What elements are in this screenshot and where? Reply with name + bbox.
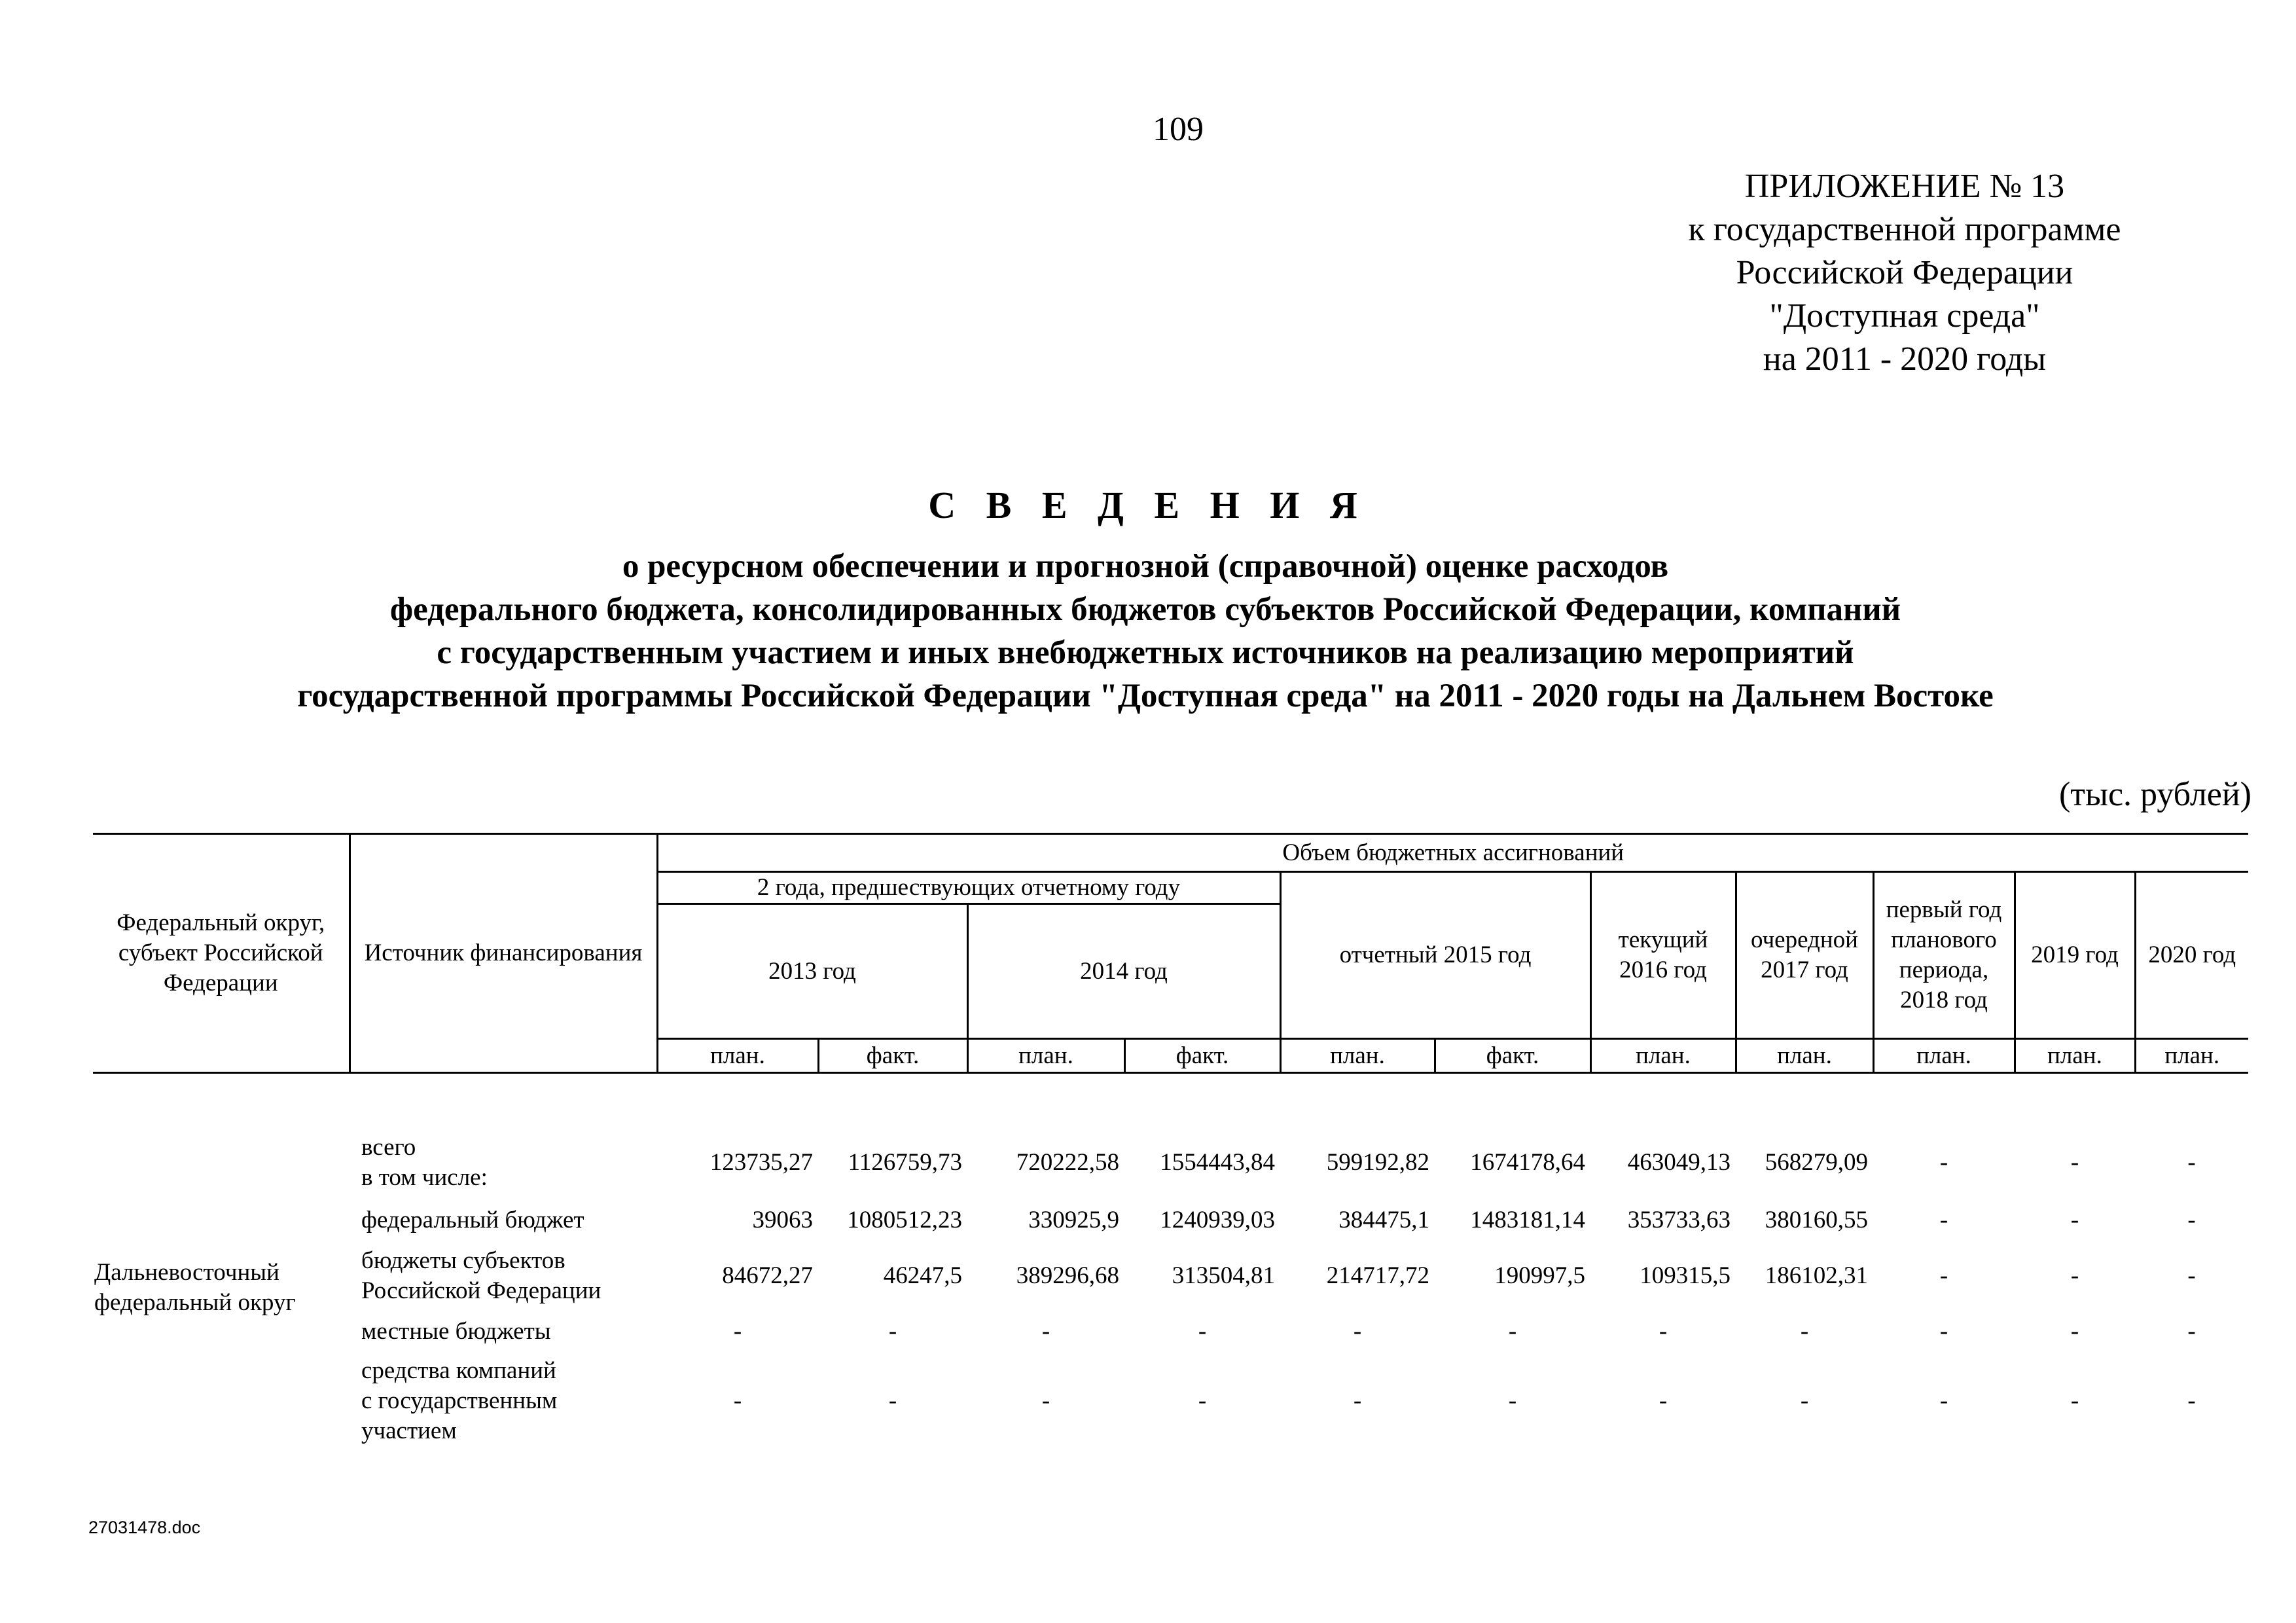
value-cell: - — [1041, 1317, 1050, 1345]
header-fact: факт. — [818, 1039, 967, 1073]
value-cell: - — [733, 1317, 742, 1345]
value-cell: - — [888, 1317, 897, 1345]
budget-table — [93, 833, 2248, 1450]
value-cell: 720222,58 — [1016, 1148, 1119, 1176]
source-label: местные бюджеты — [361, 1317, 551, 1345]
source-label: всего — [361, 1133, 416, 1161]
header-plan: план. — [1736, 1039, 1873, 1073]
source-label: средства компаний с государственным участием — [361, 1357, 558, 1444]
appendix-line: к государственной программе — [1688, 211, 2121, 248]
value-cell: - — [1198, 1387, 1207, 1414]
table-row — [93, 1200, 2248, 1241]
value-cell: 353733,63 — [1627, 1206, 1731, 1233]
value-cell: 123735,27 — [709, 1148, 813, 1176]
value-cell: - — [1800, 1317, 1809, 1345]
header-plan: план. — [1590, 1039, 1736, 1073]
header-year-2017: очередной 2017 год — [1736, 872, 1873, 1039]
source-cell — [350, 1125, 657, 1200]
value-cell: - — [1939, 1262, 1948, 1289]
header-plan: план. — [2015, 1039, 2135, 1073]
value-cell: 389296,68 — [1016, 1262, 1119, 1289]
header-year-2020: 2020 год — [2135, 872, 2248, 1039]
value-cell: 84672,27 — [722, 1262, 813, 1289]
value-cell: - — [1659, 1387, 1668, 1414]
region-name: Дальневосточный федеральный округ — [94, 1258, 296, 1316]
value-cell: 599192,82 — [1326, 1148, 1429, 1176]
value-cell: 1674178,64 — [1470, 1148, 1585, 1176]
value-cell: 380160,55 — [1765, 1206, 1868, 1233]
value-cell: - — [1939, 1148, 1948, 1176]
document-subtitle — [131, 545, 2160, 718]
value-cell: - — [2070, 1206, 2079, 1233]
appendix-line: Российской Федерации — [1736, 254, 2073, 291]
value-cell: - — [2070, 1148, 2079, 1176]
subtitle-line: государственной программы Российской Федерации "Доступная среда" на 2011 - 2020 годы на Дальнем Востоке — [297, 678, 1994, 714]
value-cell: 109315,5 — [1640, 1262, 1731, 1289]
value-cell: 1080512,23 — [847, 1206, 962, 1233]
value-cell: - — [888, 1387, 897, 1414]
table-row — [93, 1241, 2248, 1311]
value-cell: 186102,31 — [1765, 1262, 1868, 1289]
header-region: Федеральный округ, субъект Российской Федерации — [93, 834, 350, 1073]
header-source: Источник финансирования — [350, 834, 657, 1073]
appendix-line: на 2011 - 2020 годы — [1763, 340, 2047, 378]
table-row — [93, 1311, 2248, 1352]
header-fact: факт. — [1124, 1039, 1280, 1073]
header-year-2018: первый год планового периода, 2018 год — [1873, 872, 2015, 1039]
source-label: федеральный бюджет — [361, 1206, 584, 1233]
value-cell: - — [1800, 1387, 1809, 1414]
appendix-line: "Доступная среда" — [1769, 297, 2040, 335]
value-cell: - — [2070, 1387, 2079, 1414]
value-cell: - — [1041, 1387, 1050, 1414]
value-cell: - — [1198, 1317, 1207, 1345]
value-cell: - — [2070, 1262, 2079, 1289]
value-cell: 330925,9 — [1028, 1206, 1119, 1233]
header-year-2013: 2013 год — [657, 904, 967, 1039]
header-year-2016: текущий 2016 год — [1590, 872, 1736, 1039]
value-cell: - — [1508, 1317, 1517, 1345]
value-cell: - — [1659, 1317, 1668, 1345]
appendix-line: ПРИЛОЖЕНИЕ № 13 — [1744, 168, 2065, 205]
value-cell: 384475,1 — [1338, 1206, 1429, 1233]
subtitle-line: о ресурсном обеспечении и прогнозной (справочной) оценке расходов — [622, 548, 1669, 585]
header-plan: план. — [2135, 1039, 2248, 1073]
source-label: бюджеты субъектов Российской Федерации — [361, 1247, 601, 1304]
value-cell: 214717,72 — [1326, 1262, 1429, 1289]
table-row — [93, 1125, 2248, 1200]
subtitle-line: федерального бюджета, консолидированных бюджетов субъектов Российской Федерации, компаний — [389, 591, 1901, 628]
value-cell: - — [2187, 1148, 2196, 1176]
value-cell: - — [1353, 1387, 1362, 1414]
value-cell: 1554443,84 — [1160, 1148, 1275, 1176]
value-cell: - — [2070, 1317, 2079, 1345]
value-cell: - — [1939, 1317, 1948, 1345]
value-cell: - — [2187, 1317, 2196, 1345]
value-cell: - — [1939, 1387, 1948, 1414]
header-plan: план. — [657, 1039, 818, 1073]
footer-filename: 27031478.doc — [88, 1518, 201, 1537]
value-cell: 463049,13 — [1627, 1148, 1731, 1176]
header-year-2014: 2014 год — [967, 904, 1280, 1039]
value-cell: - — [733, 1387, 742, 1414]
value-cell: - — [1353, 1317, 1362, 1345]
value-cell: 39063 — [752, 1206, 813, 1233]
value-cell: 1483181,14 — [1470, 1206, 1585, 1233]
page-number: 109 — [1153, 111, 1204, 148]
value-cell: - — [1508, 1387, 1517, 1414]
value-cell: 46247,5 — [883, 1262, 962, 1289]
value-cell: 190997,5 — [1494, 1262, 1585, 1289]
value-cell: 1240939,03 — [1160, 1206, 1275, 1233]
header-volume: Объем бюджетных ассигнований — [657, 834, 2248, 872]
value-cell: 1126759,73 — [848, 1148, 962, 1176]
appendix-header — [1623, 165, 2186, 381]
header-plan: план. — [967, 1039, 1124, 1073]
header-plan: план. — [1280, 1039, 1435, 1073]
value-cell: - — [2187, 1206, 2196, 1233]
table-row — [93, 1352, 2248, 1450]
source-note: в том числе: — [361, 1163, 488, 1191]
value-cell: - — [2187, 1387, 2196, 1414]
header-year-2019: 2019 год — [2015, 872, 2135, 1039]
subtitle-line: с государственным участием и иных внебюджетных источников на реализацию мероприятий — [437, 634, 1854, 671]
document-title: С В Е Д Е Н И Я — [928, 484, 1368, 526]
units-label: (тыс. рублей) — [2058, 776, 2251, 813]
header-fact: факт. — [1435, 1039, 1590, 1073]
value-cell: 313504,81 — [1172, 1262, 1275, 1289]
header-plan: план. — [1873, 1039, 2015, 1073]
value-cell: 568279,09 — [1765, 1148, 1868, 1176]
header-prior-years: 2 года, предшествующих отчетному году — [657, 872, 1280, 904]
header-year-2015: отчетный 2015 год — [1280, 872, 1590, 1039]
spacer — [93, 1073, 2248, 1125]
value-cell: - — [1939, 1206, 1948, 1233]
value-cell: - — [2187, 1262, 2196, 1289]
